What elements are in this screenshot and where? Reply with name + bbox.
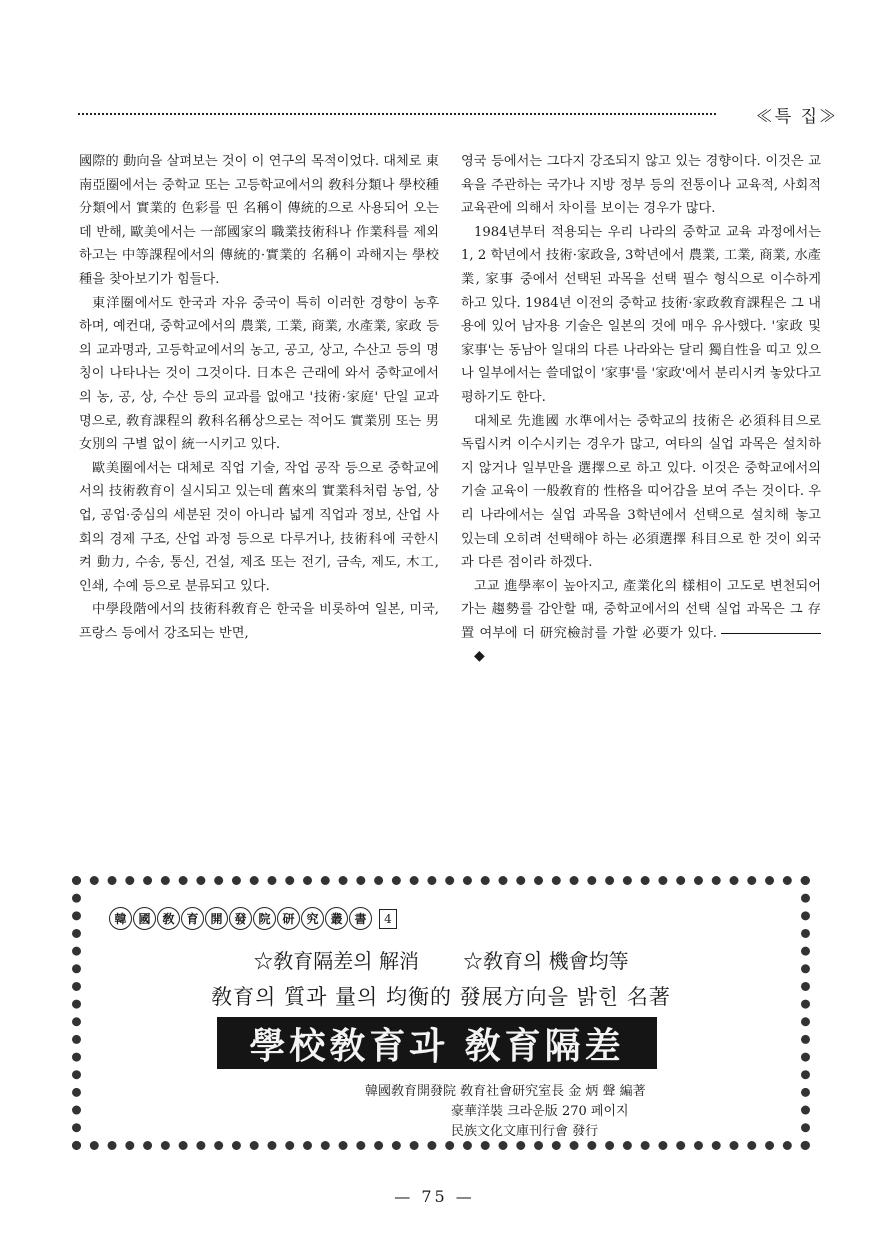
book-advertisement bbox=[72, 876, 810, 1150]
book-title-banner: 學校敎育과 敎育隔差 bbox=[217, 1017, 657, 1069]
series-char: 韓 bbox=[109, 907, 132, 930]
ad-subtitle: 敎育의 質과 量의 均衡的 發展方向을 밝힌 名著 bbox=[211, 985, 671, 1009]
series-char: 院 bbox=[253, 907, 276, 930]
series-char: 叢 bbox=[325, 907, 348, 930]
end-diamond-icon: ◆ bbox=[474, 648, 485, 665]
left-paragraph-4: 中學段階에서의 技術科敎育은 한국을 비롯하여 일본, 미국, 프랑스 등에서 강조되는 반면, bbox=[79, 602, 439, 641]
format-line: 豪華洋裝 크라운版 270 페이지 bbox=[451, 1104, 629, 1119]
left-paragraph-2: 東洋圈에서도 한국과 자유 중국이 특히 이러한 경향이 농후하며, 예컨대, 중학교에서의 農業, 工業, 商業, 水產業, 家政 등의 교과명과, 고등학교에서의 농고, 공고, 상고, 수산고 등의 명칭이 나타나는 것이 그것이다. 日本은 근래에 와서 중학교에서의 농, 공, 상, 수산 등의 교과를 없애고 '技術·家庭' 단일 교과명으로, 敎育課程의 敎科名稱상으로는 적어도 實業別 또는 男女別의 구별 없이 統一시키고 있다. bbox=[79, 295, 439, 453]
right-paragraph-3: 대체로 先進國 水準에서는 중학교의 技術은 必須科目으로 독립시켜 이수시키는 경우가 많고, 여타의 실업 과목은 설치하지 않거나 일부만을 選擇으로 하고 있다. 이것은 중학교에서의 기술 교육이 一般敎育的 性格을 띠어감을 보여 주는 것이다. 우리 나라에서는 실업 과목을 3학년에서 선택으로 설치해 놓고 있는데 오히려 선택해야 하는 必須選擇 科目으로 한 것이 외국과 다른 점이라 하겠다. bbox=[461, 413, 821, 571]
end-rule bbox=[721, 633, 821, 634]
right-paragraph-2: 1984년부터 적용되는 우리 나라의 중학교 교육 과정에서는 1, 2 학년에서 技術·家政을, 3학년에서 農業, 工業, 商業, 水產業, 家事 중에서 선택된 과목을 선택 필수 형식으로 이수하게 하고 있다. 1984년 이전의 중학교 技術·家政敎育課程은 그 내용에 있어 남자용 기술은 일본의 것에 매우 유사했다. '家政 및 家事'는 동남아 일대의 다른 나라와는 달리 獨自性을 띠고 있으나 일부에서는 쓸데없이 '家事'를 '家政'에서 분리시켜 놓았다고 평하기도 한다. bbox=[461, 224, 821, 405]
header-dotted-rule bbox=[78, 113, 716, 115]
series-number: 4 bbox=[379, 909, 397, 929]
section-label: ≪특 집≫ bbox=[755, 107, 838, 127]
publisher-line: 民族文化文庫刊行會 發行 bbox=[451, 1124, 599, 1139]
section-header bbox=[78, 102, 838, 126]
tagline-1: ☆敎育隔差의 解消 bbox=[253, 949, 419, 973]
right-paragraph-4 bbox=[461, 575, 821, 670]
right-paragraph-1: 영국 등에서는 그다지 강조되지 않고 있는 경향이다. 이것은 교육을 주관하는 국가나 지방 정부 등의 전통이나 교육적, 사회적 교육관에 의해서 차이를 보이는 경우가 많다. bbox=[461, 154, 821, 217]
series-char: 書 bbox=[349, 907, 372, 930]
left-column bbox=[79, 150, 439, 645]
series-char: 研 bbox=[277, 907, 300, 930]
left-paragraph-3: 歐美圈에서는 대체로 직업 기술, 작업 공작 등으로 중학교에서의 技術敎育이 실시되고 있는데 舊來의 實業科처럼 농업, 상업, 공업·중심의 세분된 것이 아니라 넓게 직업과 정보, 산업 사회의 경제 구조, 산업 과정 등으로 다루거나, 技術科에 국한시켜 動力, 수송, 통신, 건설, 제조 또는 전기, 금속, 제도, 木工, 인쇄, 수예 등으로 분류되고 있다. bbox=[79, 460, 439, 594]
series-char: 敎 bbox=[157, 907, 180, 930]
series-name bbox=[109, 907, 397, 930]
right-column bbox=[461, 150, 821, 669]
author-line: 韓國敎育開發院 敎育社會研究室長 金 炳 聲 編著 bbox=[365, 1084, 646, 1099]
page-number: — 75 — bbox=[394, 1187, 475, 1206]
tagline-2: ☆敎育의 機會均等 bbox=[463, 949, 629, 973]
series-char: 開 bbox=[205, 907, 228, 930]
series-char: 育 bbox=[181, 907, 204, 930]
closing-sentence: 고교 進學率이 높아지고, 產業化의 樣相이 고도로 변천되어 가는 趨勢를 감안할 때, 중학교에서의 선택 실업 과목은 그 存置 여부에 더 研究檢討를 가할 必要가 있다. bbox=[461, 578, 821, 641]
taglines bbox=[81, 945, 801, 974]
left-paragraph-1: 國際的 動向을 살펴보는 것이 이 연구의 목적이었다. 대체로 東南亞圈에서는 중학교 또는 고등학교에서의 敎科分類나 學校種 分類에서 實業的 色彩를 띤 名稱이 傳統的으로 사용되어 오는데 반해, 歐美에서는 一部國家의 職業技術科나 作業科를 제외하고는 中等課程에서의 傳統的·實業的 名稱이 과해지는 學校種을 찾아보기가 힘들다. bbox=[79, 154, 439, 287]
series-char: 國 bbox=[133, 907, 156, 930]
series-char: 發 bbox=[229, 907, 252, 930]
series-char: 究 bbox=[301, 907, 324, 930]
